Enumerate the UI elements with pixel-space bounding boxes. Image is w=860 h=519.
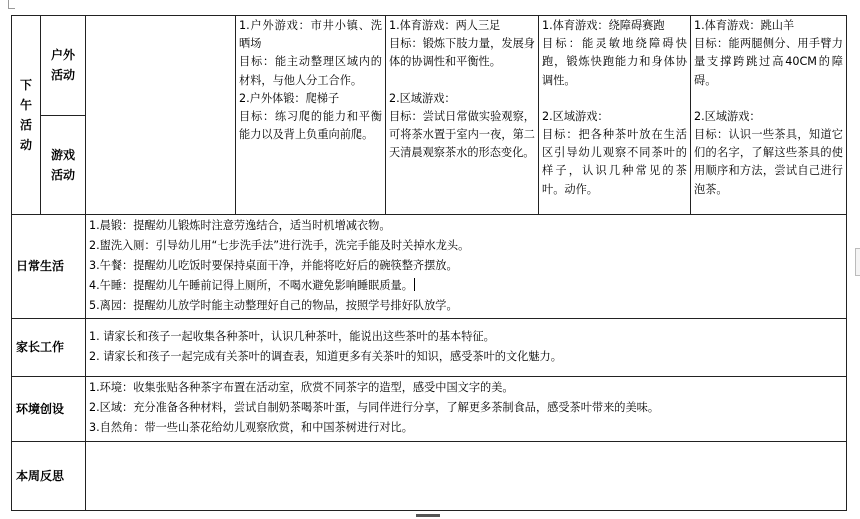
afternoon-cell-3: [386, 16, 539, 215]
environment-line-3: 3.自然角：带一些山茶花给幼儿观察欣赏，和中国茶树进行对比。: [89, 421, 413, 435]
outdoor-label: 户外活动: [50, 48, 75, 83]
daily-header: [12, 215, 86, 319]
afternoon-cell-2: [236, 16, 386, 215]
daily-line-5: 5.离园：提醒幼儿放学时能主动整理好自己的物品，按照学号排好队放学。: [89, 299, 458, 313]
cell-3-line-1: 1.体育游戏：两人三足: [389, 19, 501, 32]
cell-4-line-5: 目标：把各种茶叶放在生活区引导幼儿观察不同茶叶的样子，认识几种常见的茶叶。动作。: [542, 128, 687, 196]
environment-header: [12, 377, 86, 441]
cell-2-line-4: 目标：练习爬的能力和平衡能力以及背上负重向前爬。: [239, 110, 382, 142]
cell-5-line-4: 2.区域游戏：: [694, 109, 761, 123]
afternoon-cell-1: [86, 16, 236, 215]
corner-mark: [8, 0, 15, 9]
weekly-plan-table: [11, 15, 847, 511]
daily-line-1: 1.晨锻：提醒幼儿锻炼时注意劳逸结合，适当时机增减衣物。: [89, 219, 391, 233]
reflection-content[interactable]: [86, 441, 847, 510]
environment-content: [86, 377, 847, 441]
cell-5-line-2: 目标：能两腿侧分、用手臂力量支撑跨跳过高40CM的障碍。: [694, 37, 843, 87]
daily-line-2: 2.盥洗入厕：引导幼儿用“七步洗手法”进行洗手，洗完手能及时关掉水龙头。: [89, 239, 470, 253]
afternoon-cell-4: [539, 16, 691, 215]
environment-line-1: 1.环境：收集张贴各种茶字布置在活动室，欣赏不同茶字的造型，感受中国文字的美。: [89, 381, 514, 395]
scroll-indicator[interactable]: [416, 514, 440, 517]
text-cursor: [414, 278, 415, 291]
cell-4-line-4: 2.区域游戏：: [542, 109, 609, 123]
cell-3-line-2: 目标：锻炼下肢力量，发展身体的协调性和平衡性。: [389, 37, 535, 69]
outdoor-header: [41, 16, 86, 116]
parent-label: 家长工作: [16, 340, 65, 355]
cell-5-gap: [694, 90, 843, 108]
parent-line-2: 2. 请家长和孩子一起完成有关茶叶的调查表，知道更多有关茶叶的知识，感受茶叶的文化魅力。: [89, 350, 562, 364]
page-edge-marker: [855, 248, 860, 276]
cell-2-line-1: 1.户外游戏：市井小镇、洗晒场: [239, 19, 382, 51]
environment-line-2: 2.区域：充分准备各种材料，尝试自制奶茶喝茶叶蛋，与同伴进行分享，了解更多茶制食品，感受茶叶带来的美味。: [89, 401, 660, 415]
cell-4-gap: [542, 90, 687, 108]
parent-line-1: 1. 请家长和孩子一起收集各种茶叶，认识几种茶叶，能说出这些茶叶的基本特征。: [89, 330, 495, 344]
play-header: [41, 115, 86, 215]
parent-header: [12, 318, 86, 376]
cell-3-line-5: 目标：尝试日常做实验观察，可将茶水置于室内一夜，第二天清晨观察茶水的形态变化。: [389, 109, 535, 160]
afternoon-cell-5: [691, 16, 847, 215]
parent-content: [86, 318, 847, 376]
cell-4-line-1: 1.体育游戏：绕障碍赛跑: [542, 19, 665, 32]
reflection-header: [12, 441, 86, 510]
daily-line-4: [89, 276, 843, 296]
cell-5-line-1: 1.体育游戏：跳山羊: [694, 19, 795, 32]
cell-4-line-2: 目标：能灵敏地绕障碍快跑，锻炼快跑能力和身体协调性。: [542, 37, 687, 87]
environment-label: 环境创设: [16, 401, 65, 416]
daily-content: [86, 215, 847, 319]
daily-line-3: 3.午餐：提醒幼儿吃饭时要保持桌面干净，并能将吃好后的碗筷整齐摆放。: [89, 259, 458, 273]
afternoon-label: 下午活动: [19, 78, 32, 153]
play-label: 游戏活动: [50, 147, 75, 182]
reflection-label: 本周反思: [16, 468, 65, 483]
afternoon-header: [12, 16, 41, 215]
cell-3-gap: [389, 72, 535, 90]
cell-2-line-3: 2.户外体锻：爬梯子: [239, 91, 340, 105]
cell-5-line-5: 目标：认识一些茶具，知道它们的名字，了解这些茶具的使用顺序和方法，尝试自己进行泡茶。: [694, 128, 843, 196]
cell-3-line-4: 2.区域游戏：: [389, 91, 456, 105]
daily-label: 日常生活: [16, 259, 65, 274]
cell-2-line-2: 目标：能主动整理区域内的材料，与他人分工合作。: [239, 55, 382, 87]
daily-line-4-text: 4.午睡：提醒幼儿午睡前记得上厕所，不喝水避免影响睡眠质量。: [89, 279, 413, 293]
